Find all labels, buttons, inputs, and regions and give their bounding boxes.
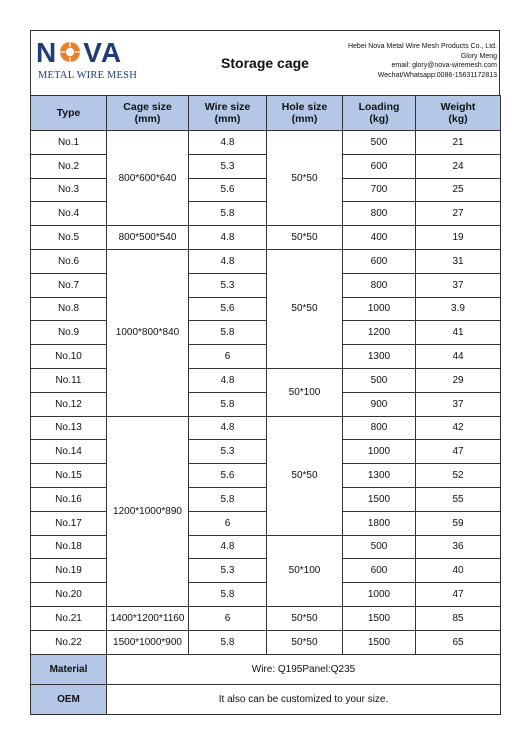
wire-size-cell: 5.8 (189, 321, 267, 345)
contact-block (348, 42, 497, 80)
contact-email: email: glory@nova-wiremesh.com (391, 62, 497, 70)
weight-cell: 31 (416, 249, 501, 273)
logo-subtitle: METAL WIRE MESH (38, 70, 137, 81)
weight-cell: 25 (416, 178, 501, 202)
table-row (31, 368, 501, 392)
hole-size-cell: 50*50 (267, 131, 343, 226)
logo-o-icon (58, 40, 82, 64)
loading-cell: 600 (343, 249, 416, 273)
type-cell: No.11 (31, 368, 107, 392)
loading-cell: 1300 (343, 464, 416, 488)
type-cell: No.22 (31, 630, 107, 654)
weight-cell: 47 (416, 440, 501, 464)
wire-size-cell: 5.3 (189, 154, 267, 178)
loading-cell: 1300 (343, 345, 416, 369)
loading-cell: 1800 (343, 511, 416, 535)
loading-cell: 1500 (343, 606, 416, 630)
type-cell: No.18 (31, 535, 107, 559)
weight-cell: 41 (416, 321, 501, 345)
weight-cell: 47 (416, 583, 501, 607)
table-row (31, 440, 501, 464)
wire-size-cell: 4.8 (189, 535, 267, 559)
loading-cell: 1000 (343, 440, 416, 464)
type-cell: No.8 (31, 297, 107, 321)
type-cell: No.17 (31, 511, 107, 535)
page-title: Storage cage (221, 55, 309, 71)
loading-cell: 1500 (343, 487, 416, 511)
wire-size-cell: 5.3 (189, 559, 267, 583)
loading-cell: 1000 (343, 297, 416, 321)
loading-cell: 400 (343, 226, 416, 250)
col-type: Type (31, 96, 107, 131)
oem-row (31, 684, 501, 714)
logo-wordmark: N VA (36, 37, 123, 68)
type-cell: No.16 (31, 487, 107, 511)
loading-cell: 800 (343, 202, 416, 226)
wire-size-cell: 5.8 (189, 392, 267, 416)
material-row (31, 654, 501, 684)
table-row (31, 606, 501, 630)
weight-cell: 42 (416, 416, 501, 440)
loading-cell: 800 (343, 416, 416, 440)
weight-cell: 29 (416, 368, 501, 392)
table-row (31, 249, 501, 273)
hole-size-cell: 50*100 (267, 535, 343, 606)
cage-size-cell: 1500*1000*900 (107, 630, 189, 654)
table-row (31, 630, 501, 654)
loading-cell: 1200 (343, 321, 416, 345)
type-cell: No.6 (31, 249, 107, 273)
weight-cell: 3.9 (416, 297, 501, 321)
cage-size-cell: 800*600*640 (107, 131, 189, 226)
loading-cell: 900 (343, 392, 416, 416)
type-cell: No.2 (31, 154, 107, 178)
table-row (31, 535, 501, 559)
contact-phone: Wechat/Whatsapp:0086-15631172813 (377, 71, 497, 79)
wire-size-cell: 4.8 (189, 416, 267, 440)
loading-cell: 500 (343, 131, 416, 155)
loading-cell: 600 (343, 154, 416, 178)
type-cell: No.9 (31, 321, 107, 345)
table-row (31, 321, 501, 345)
table-row (31, 583, 501, 607)
weight-cell: 36 (416, 535, 501, 559)
wire-size-cell: 5.8 (189, 487, 267, 511)
table-row (31, 178, 501, 202)
wire-size-cell: 5.6 (189, 178, 267, 202)
nova-logo (36, 38, 146, 88)
table-row (31, 559, 501, 583)
wire-size-cell: 5.8 (189, 630, 267, 654)
wire-size-cell: 5.8 (189, 583, 267, 607)
type-cell: No.7 (31, 273, 107, 297)
weight-cell: 85 (416, 606, 501, 630)
type-cell: No.21 (31, 606, 107, 630)
weight-cell: 27 (416, 202, 501, 226)
loading-cell: 1000 (343, 583, 416, 607)
weight-cell: 24 (416, 154, 501, 178)
type-cell: No.3 (31, 178, 107, 202)
weight-cell: 37 (416, 273, 501, 297)
table-row (31, 273, 501, 297)
type-cell: No.5 (31, 226, 107, 250)
loading-cell: 600 (343, 559, 416, 583)
table-row (31, 345, 501, 369)
loading-cell: 500 (343, 368, 416, 392)
cage-size-cell: 1200*1000*890 (107, 416, 189, 606)
weight-cell: 19 (416, 226, 501, 250)
weight-cell: 65 (416, 630, 501, 654)
wire-size-cell: 4.8 (189, 131, 267, 155)
cage-size-cell: 800*500*540 (107, 226, 189, 250)
weight-cell: 21 (416, 131, 501, 155)
oem-value: It also can be customized to your size. (107, 684, 501, 714)
cage-size-cell: 1000*800*840 (107, 249, 189, 416)
table-header-row (31, 96, 501, 131)
loading-cell: 700 (343, 178, 416, 202)
table-row (31, 464, 501, 488)
col-wire-size: Wire size (mm) (189, 96, 267, 131)
wire-size-cell: 5.6 (189, 464, 267, 488)
type-cell: No.12 (31, 392, 107, 416)
weight-cell: 37 (416, 392, 501, 416)
table-row (31, 131, 501, 155)
type-cell: No.19 (31, 559, 107, 583)
wire-size-cell: 5.3 (189, 273, 267, 297)
wire-size-cell: 4.8 (189, 226, 267, 250)
weight-cell: 55 (416, 487, 501, 511)
material-label: Material (31, 654, 107, 684)
contact-person: Glory Meng (460, 52, 497, 60)
table-row (31, 392, 501, 416)
hole-size-cell: 50*50 (267, 416, 343, 535)
wire-size-cell: 4.8 (189, 368, 267, 392)
weight-cell: 52 (416, 464, 501, 488)
table-row (31, 154, 501, 178)
wire-size-cell: 5.6 (189, 297, 267, 321)
wire-size-cell: 6 (189, 606, 267, 630)
table-row (31, 297, 501, 321)
type-cell: No.10 (31, 345, 107, 369)
loading-cell: 800 (343, 273, 416, 297)
col-hole-size: Hole size (mm) (267, 96, 343, 131)
table-row (31, 226, 501, 250)
spec-table (30, 95, 501, 715)
col-cage-size: Cage size (mm) (107, 96, 189, 131)
company-name: Hebei Nova Metal Wire Mesh Products Co., Ltd. (347, 43, 497, 50)
type-cell: No.1 (31, 131, 107, 155)
type-cell: No.4 (31, 202, 107, 226)
loading-cell: 500 (343, 535, 416, 559)
weight-cell: 40 (416, 559, 501, 583)
wire-size-cell: 5.8 (189, 202, 267, 226)
type-cell: No.13 (31, 416, 107, 440)
cage-size-cell: 1400*1200*1160 (107, 606, 189, 630)
type-cell: No.20 (31, 583, 107, 607)
table-row (31, 487, 501, 511)
oem-label: OEM (31, 684, 107, 714)
hole-size-cell: 50*50 (267, 606, 343, 630)
loading-cell: 1500 (343, 630, 416, 654)
hole-size-cell: 50*100 (267, 368, 343, 416)
material-value: Wire: Q195Panel:Q235 (107, 654, 501, 684)
hole-size-cell: 50*50 (267, 630, 343, 654)
wire-size-cell: 5.3 (189, 440, 267, 464)
col-weight: Weight (kg) (416, 96, 501, 131)
type-cell: No.14 (31, 440, 107, 464)
weight-cell: 59 (416, 511, 501, 535)
table-row (31, 202, 501, 226)
hole-size-cell: 50*50 (267, 226, 343, 250)
wire-size-cell: 6 (189, 345, 267, 369)
type-cell: No.15 (31, 464, 107, 488)
hole-size-cell: 50*50 (267, 249, 343, 368)
table-row (31, 416, 501, 440)
col-loading: Loading (kg) (343, 96, 416, 131)
wire-size-cell: 4.8 (189, 249, 267, 273)
weight-cell: 44 (416, 345, 501, 369)
wire-size-cell: 6 (189, 511, 267, 535)
table-row (31, 511, 501, 535)
